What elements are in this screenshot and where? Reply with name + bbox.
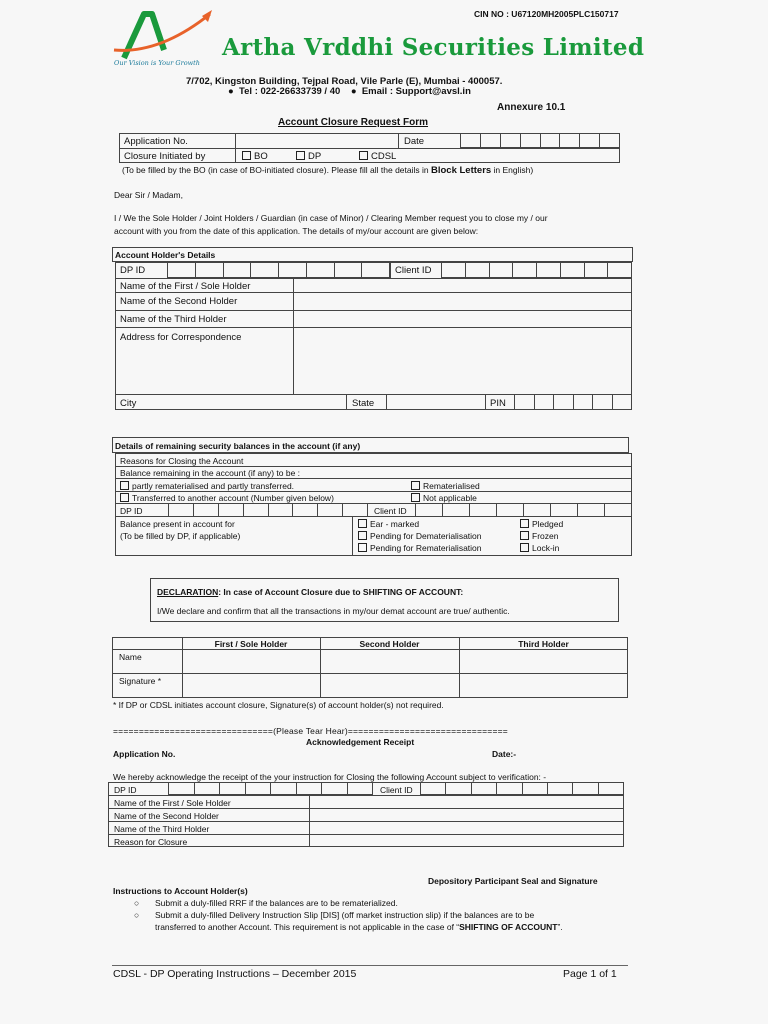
date-label: Date bbox=[404, 136, 425, 147]
company-contact: ● Tel : 022-26633739 / 40 ● Email : Support@avsl.in bbox=[228, 86, 471, 97]
first-holder-column: First / Sole Holder bbox=[214, 639, 288, 649]
salutation: Dear Sir / Madam, bbox=[114, 190, 183, 200]
checkbox-not-applicable[interactable]: Not applicable bbox=[411, 493, 477, 503]
instruction-2: ○ Submit a duly-filled Delivery Instruction Slip [DIS] (off market instruction slip) if the balances are to be bbox=[134, 910, 535, 920]
declaration-text: I/We declare and confirm that all the transactions in my/our demat account are true/ authentic. bbox=[157, 606, 510, 616]
third-holder-column: Third Holder bbox=[518, 639, 569, 649]
checkbox-pending-demat[interactable]: Pending for Dematerialisation bbox=[358, 531, 482, 541]
intro-line-2: account with you from the date of this application. The details of my/our account are given below: bbox=[114, 226, 479, 236]
dp-seal-signature: Depository Participant Seal and Signature bbox=[428, 876, 598, 886]
ack-client-id-cells[interactable] bbox=[420, 782, 624, 795]
fill-note: (To be filled by the BO (in case of BO-initiated closure). Please fill all the details in Block Letters in English) bbox=[122, 165, 534, 176]
instruction-2-cont: transferred to another Account. This requirement is not applicable in the case of “SHIFTING OF ACCOUNT”. bbox=[155, 922, 563, 932]
balance-client-id-cells[interactable] bbox=[415, 503, 632, 517]
declaration-heading: DECLARATION: In case of Account Closure due to SHIFTING OF ACCOUNT: bbox=[157, 587, 464, 597]
checkbox-cdsl[interactable]: CDSL bbox=[359, 151, 396, 162]
checkbox-lockin[interactable]: Lock-in bbox=[520, 543, 559, 553]
date-cells[interactable] bbox=[460, 133, 620, 148]
name-row-label: Name bbox=[119, 652, 142, 662]
dp-id-cells[interactable] bbox=[167, 262, 390, 278]
checkbox-pledged[interactable]: Pledged bbox=[520, 519, 563, 529]
second-holder-column: Second Holder bbox=[359, 639, 420, 649]
company-name: Artha Vrddhi Securities Limited bbox=[222, 34, 645, 61]
ack-second-holder-label: Name of the Second Holder bbox=[114, 811, 219, 821]
ack-date: Date:- bbox=[492, 749, 517, 759]
ack-text: We hereby acknowledge the receipt of the your instruction for Closing the following Account subject to verification: - bbox=[113, 772, 547, 782]
annexure-label: Annexure 10.1 bbox=[497, 102, 566, 113]
city-label: City bbox=[120, 398, 137, 409]
balance-dp-id-label: DP ID bbox=[120, 506, 143, 516]
ack-reason-label: Reason for Closure bbox=[114, 837, 188, 847]
checkbox-rematerialised[interactable]: Rematerialised bbox=[411, 481, 480, 491]
ack-first-holder-label: Name of the First / Sole Holder bbox=[114, 798, 231, 808]
state-cells[interactable] bbox=[386, 394, 486, 410]
checkbox-frozen[interactable]: Frozen bbox=[520, 531, 558, 541]
instructions-heading: Instructions to Account Holder(s) bbox=[113, 886, 248, 896]
client-id-label: Client ID bbox=[395, 265, 432, 276]
pin-cells[interactable] bbox=[514, 394, 632, 410]
ack-dp-id-label: DP ID bbox=[114, 785, 137, 795]
ack-dp-id-cells[interactable] bbox=[168, 782, 373, 795]
intro-line-1: I / We the Sole Holder / Joint Holders / Guardian (in case of Minor) / Clearing Member request you to close my / our bbox=[114, 213, 548, 223]
signature-note: * If DP or CDSL initiates account closure, Signature(s) of account holder(s) not required. bbox=[113, 700, 444, 710]
checkbox-dp[interactable]: DP bbox=[296, 151, 321, 162]
footer-divider bbox=[112, 965, 628, 966]
checkbox-partly[interactable]: partly rematerialised and partly transferred. bbox=[120, 481, 294, 491]
balance-present-label: Balance present in account for bbox=[120, 519, 235, 529]
company-address: 7/702, Kingston Building, Tejpal Road, Vile Parle (E), Mumbai - 400057. bbox=[186, 76, 503, 87]
application-no-label: Application No. bbox=[124, 136, 188, 147]
reasons-label: Reasons for Closing the Account bbox=[120, 456, 244, 466]
state-label: State bbox=[352, 398, 375, 409]
checkbox-bo[interactable]: BO bbox=[242, 151, 268, 162]
ack-third-holder-label: Name of the Third Holder bbox=[114, 824, 210, 834]
first-holder-label: Name of the First / Sole Holder bbox=[120, 281, 251, 292]
balance-dp-id-cells[interactable] bbox=[168, 503, 368, 517]
checkbox-earmarked[interactable]: Ear - marked bbox=[358, 519, 419, 529]
pin-label: PIN bbox=[490, 398, 506, 409]
closure-initiated-label: Closure Initiated by bbox=[124, 151, 206, 162]
signature-row-label: Signature * bbox=[119, 676, 162, 686]
ack-application-no: Application No. bbox=[113, 749, 176, 759]
balance-remaining-label: Balance remaining in the account (if any) to be : bbox=[120, 468, 301, 478]
balances-heading: Details of remaining security balances in the account (if any) bbox=[115, 441, 361, 451]
cin-number: CIN NO : U67120MH2005PLC150717 bbox=[474, 9, 619, 19]
client-id-cells[interactable] bbox=[441, 262, 632, 278]
checkbox-transferred[interactable]: Transferred to another account (Number given below) bbox=[120, 493, 334, 503]
second-holder-label: Name of the Second Holder bbox=[120, 296, 238, 307]
tear-line: ===============================(Please Tear Hear)=============================== bbox=[113, 726, 508, 736]
dp-id-label: DP ID bbox=[120, 265, 146, 276]
third-holder-label: Name of the Third Holder bbox=[120, 314, 227, 325]
ack-title: Acknowledgement Receipt bbox=[306, 737, 415, 747]
balance-client-id-label: Client ID bbox=[374, 506, 407, 516]
ack-client-id-label: Client ID bbox=[380, 785, 413, 795]
footer-left: CDSL - DP Operating Instructions – December 2015 bbox=[113, 968, 357, 980]
footer-page: Page 1 of 1 bbox=[563, 968, 617, 980]
company-tagline: Our Vision is Your Growth bbox=[114, 59, 200, 67]
instruction-1: ○ Submit a duly-filled RRF if the balances are to be rematerialized. bbox=[134, 898, 398, 908]
account-holder-heading: Account Holder's Details bbox=[115, 250, 216, 260]
filled-by-dp-label: (To be filled by DP, if applicable) bbox=[120, 531, 241, 541]
checkbox-pending-remat[interactable]: Pending for Rematerialisation bbox=[358, 543, 482, 553]
address-label: Address for Correspondence bbox=[120, 332, 242, 343]
form-title: Account Closure Request Form bbox=[278, 117, 429, 128]
